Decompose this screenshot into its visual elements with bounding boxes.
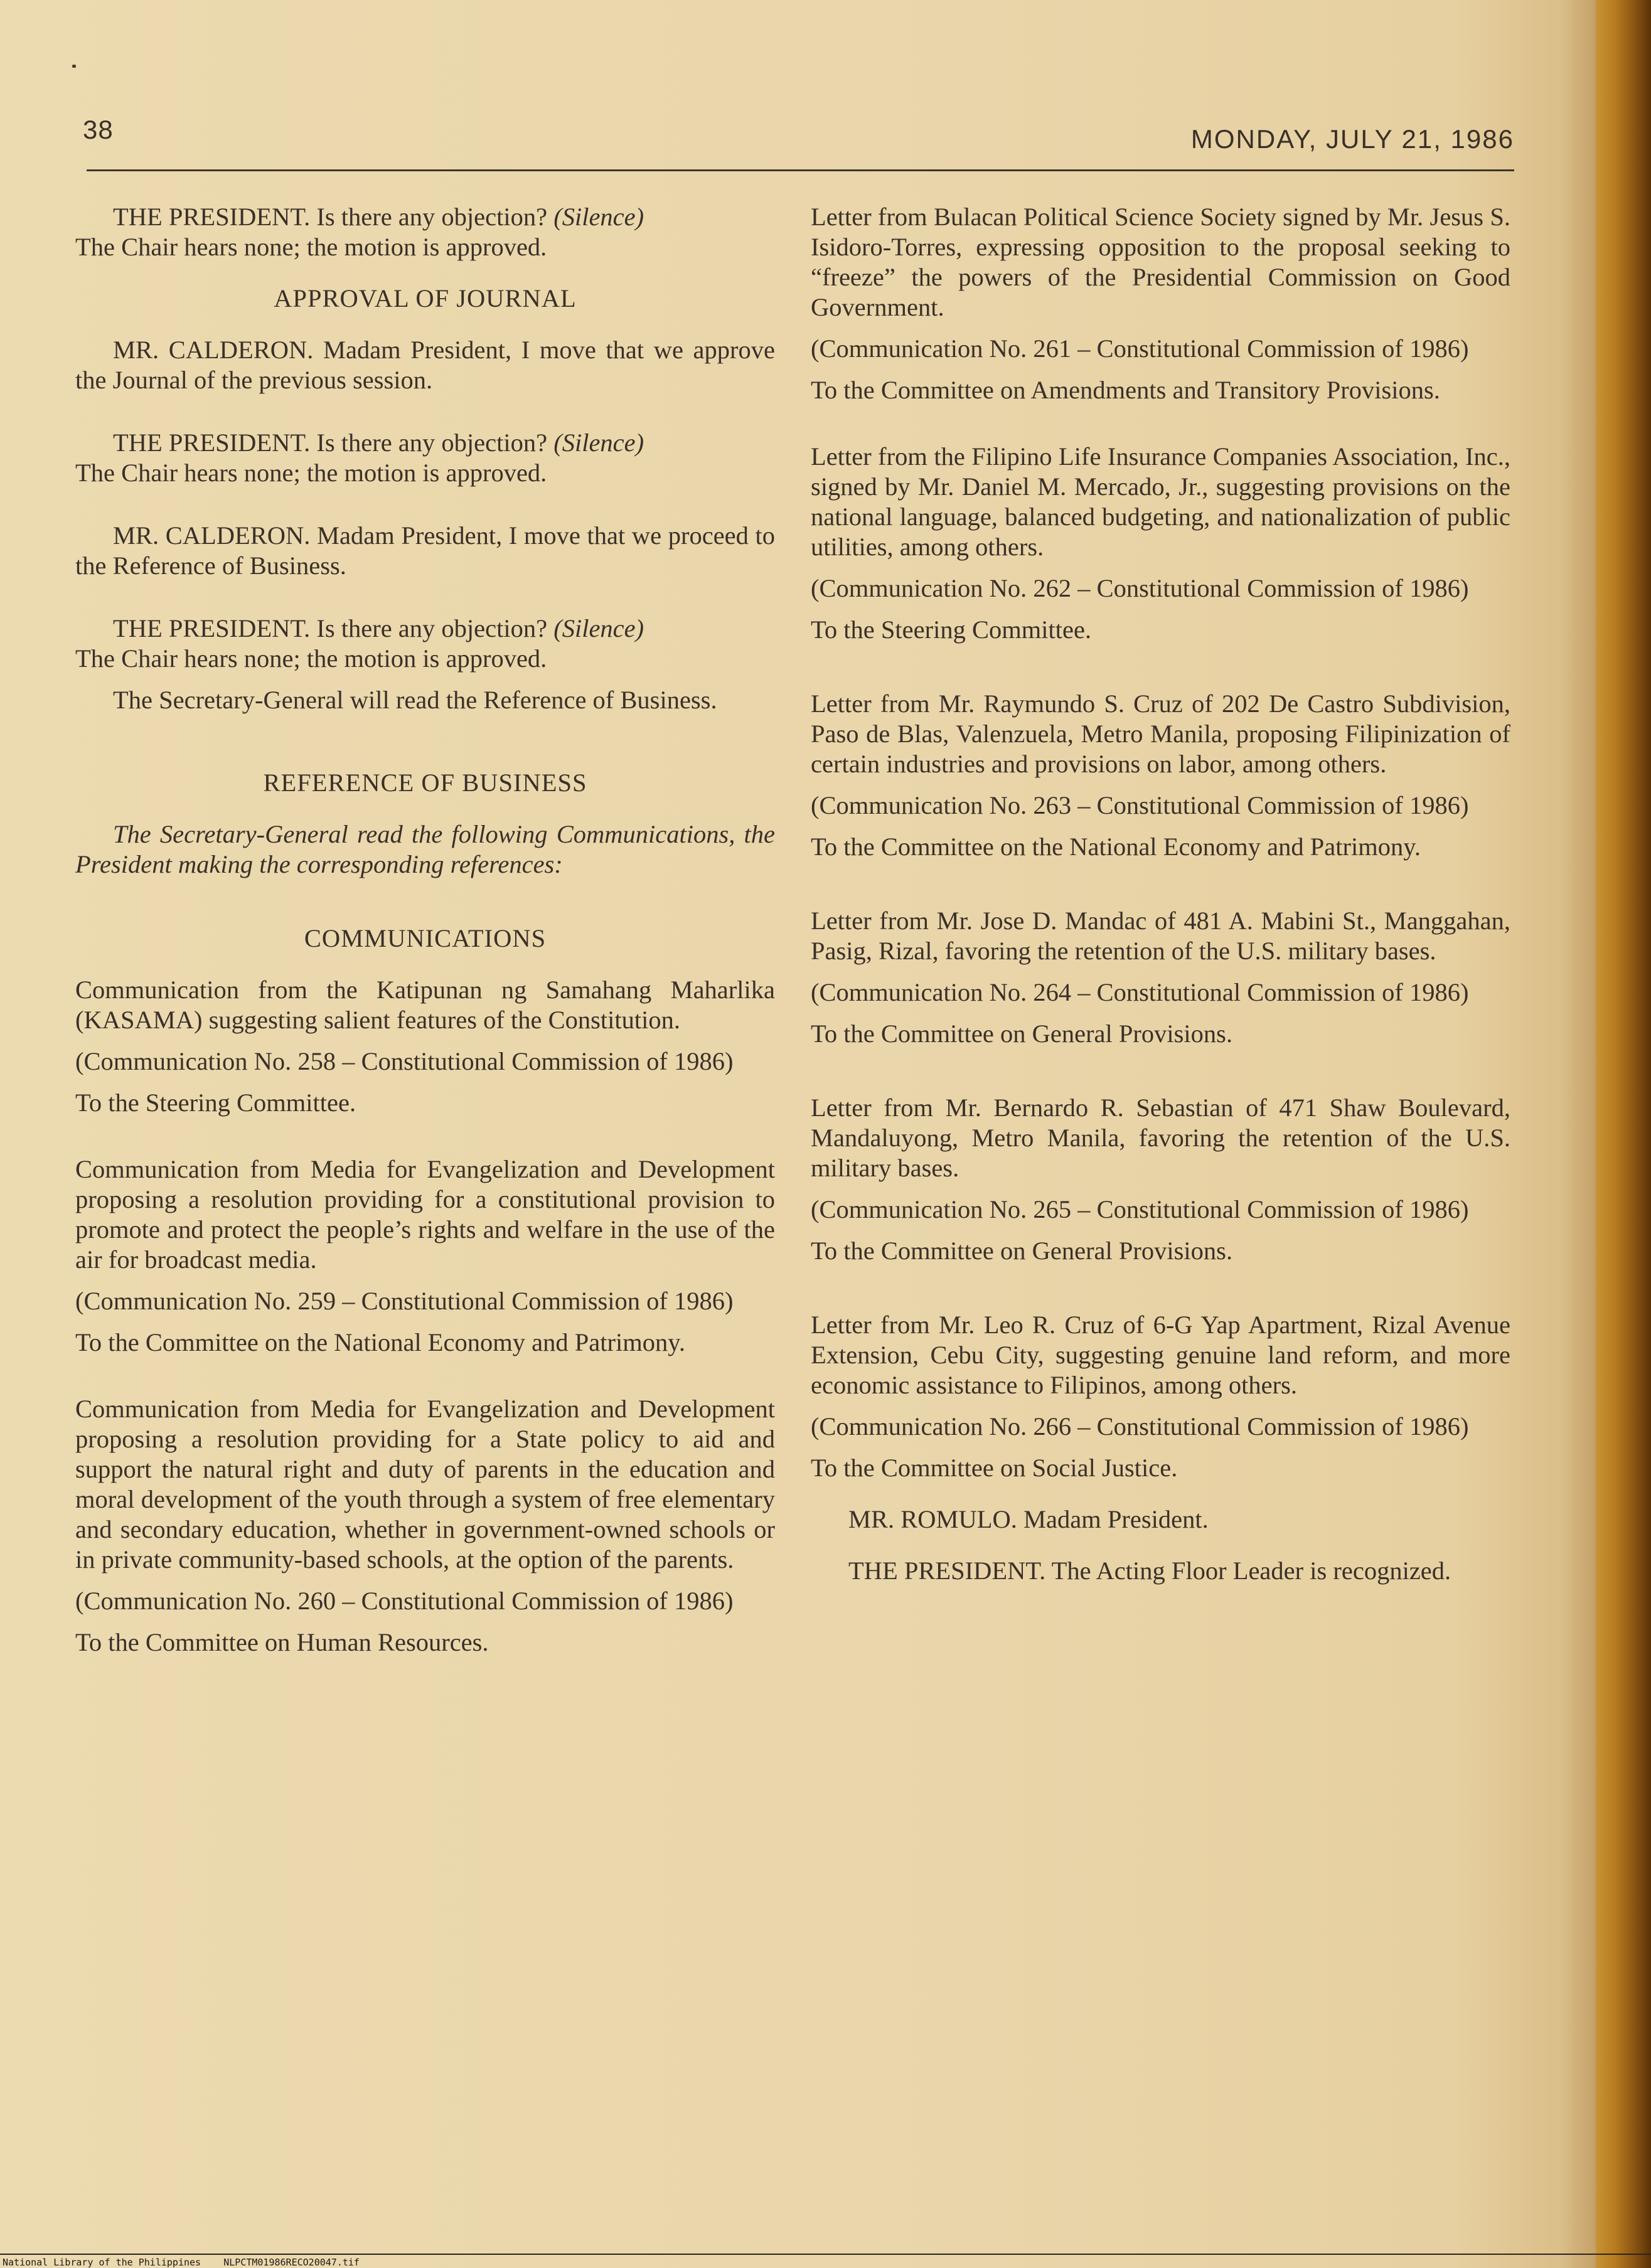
statement-tail: The Chair hears none; the motion is approved. xyxy=(75,233,547,261)
stage-direction: (Silence) xyxy=(553,614,644,642)
statement-text: THE PRESIDENT. Is there any objection? xyxy=(113,614,554,642)
paragraph-romulo: MR. ROMULO. Madam President. xyxy=(848,1505,1209,1533)
communication-262-number: (Communication No. 262 – Constitutional Commission of 1986) xyxy=(811,574,1469,602)
left-column xyxy=(75,202,775,1669)
communication-259-number: (Communication No. 259 – Constitutional Commission of 1986) xyxy=(75,1287,734,1315)
statement-text: THE PRESIDENT. Is there any objection? xyxy=(113,429,554,457)
right-column xyxy=(811,202,1510,1597)
communication-266-referral: To the Committee on Social Justice. xyxy=(811,1454,1178,1482)
communication-261-text: Letter from Bulacan Political Science Society signed by Mr. Jesus S. Isidoro-Torres, expressing opposition to the proposal seeking to “freeze” the powers of the Presidential Commission on Good Government. xyxy=(811,203,1510,321)
archive-footer xyxy=(3,2257,360,2268)
paragraph-calderon-1: MR. CALDERON. Madam President, I move that we approve the Journal of the previous session. xyxy=(75,336,775,394)
header-rule xyxy=(87,169,1514,171)
communication-265-text: Letter from Mr. Bernardo R. Sebastian of 471 Shaw Boulevard, Mandaluyong, Metro Manila, favoring the retention of the U.S. military bases. xyxy=(811,1094,1510,1182)
reference-intro: The Secretary-General read the following Communications, the President making the corresponding references: xyxy=(75,820,775,878)
communication-258-text: Communication from the Katipunan ng Samahang Maharlika (KASAMA) suggesting salient features of the Constitution. xyxy=(75,976,775,1034)
paragraph-secretary-general: The Secretary-General will read the Reference of Business. xyxy=(113,686,717,714)
statement-tail: The Chair hears none; the motion is approved. xyxy=(75,459,547,487)
stage-direction: (Silence) xyxy=(553,429,644,457)
statement-text: THE PRESIDENT. Is there any objection? xyxy=(113,203,554,231)
paragraph-president-2 xyxy=(75,428,775,488)
print-speck xyxy=(72,65,76,68)
section-heading-communications: COMMUNICATIONS xyxy=(304,924,547,952)
communication-264-text: Letter from Mr. Jose D. Mandac of 481 A. Mabini St., Manggahan, Pasig, Rizal, favoring the retention of the U.S. military bases. xyxy=(811,907,1510,965)
communication-260-number: (Communication No. 260 – Constitutional Commission of 1986) xyxy=(75,1587,734,1615)
communication-265-referral: To the Committee on General Provisions. xyxy=(811,1237,1233,1265)
paragraph-president-3 xyxy=(75,614,775,674)
section-heading-reference-of-business: REFERENCE OF BUSINESS xyxy=(263,769,587,797)
header-date: MONDAY, JULY 21, 1986 xyxy=(1190,124,1514,154)
archive-name: National Library of the Philippines xyxy=(3,2257,201,2268)
communication-262-referral: To the Steering Committee. xyxy=(811,615,1092,644)
communication-260-referral: To the Committee on Human Resources. xyxy=(75,1628,489,1656)
archive-filename: NLPCTM01986RECO20047.tif xyxy=(223,2257,360,2268)
communication-261-number: (Communication No. 261 – Constitutional Commission of 1986) xyxy=(811,334,1469,363)
communication-258-number: (Communication No. 258 – Constitutional Commission of 1986) xyxy=(75,1047,734,1075)
book-spine xyxy=(1596,0,1651,2268)
communication-258-referral: To the Steering Committee. xyxy=(75,1089,356,1117)
communication-264-number: (Communication No. 264 – Constitutional Commission of 1986) xyxy=(811,978,1469,1006)
stage-direction: (Silence) xyxy=(553,203,644,231)
communication-263-number: (Communication No. 263 – Constitutional Commission of 1986) xyxy=(811,791,1469,819)
communication-262-text: Letter from the Filipino Life Insurance Companies Association, Inc., signed by Mr. Daniel M. Mercado, Jr., suggesting provisions on the national language, balanced budgeting, and nationalization of public utilities, among others. xyxy=(811,442,1510,561)
section-heading-approval-of-journal: APPROVAL OF JOURNAL xyxy=(274,284,577,312)
footer-rule xyxy=(0,2254,1651,2255)
page-number: 38 xyxy=(83,115,114,144)
communication-263-text: Letter from Mr. Raymundo S. Cruz of 202 De Castro Subdivision, Paso de Blas, Valenzuela, Metro Manila, proposing Filipinization of certain industries and provisions on labor, among others. xyxy=(811,689,1510,778)
communication-264-referral: To the Committee on General Provisions. xyxy=(811,1020,1233,1048)
communication-259-referral: To the Committee on the National Economy and Patrimony. xyxy=(75,1328,685,1356)
gutter-shadow xyxy=(1558,0,1596,2268)
paragraph-president-recognizes: THE PRESIDENT. The Acting Floor Leader is recognized. xyxy=(848,1557,1451,1585)
statement-tail: The Chair hears none; the motion is approved. xyxy=(75,644,547,673)
communication-265-number: (Communication No. 265 – Constitutional Commission of 1986) xyxy=(811,1195,1469,1223)
communication-260-text: Communication from Media for Evangelization and Development proposing a resolution providing for a State policy to aid and support the natural right and duty of parents in the education and moral development of the youth through a system of free elementary and secondary education, whether in government-owned schools or in private community-based schools, at the option of the parents. xyxy=(75,1395,775,1573)
communication-261-referral: To the Committee on Amendments and Transitory Provisions. xyxy=(811,376,1440,404)
communication-266-text: Letter from Mr. Leo R. Cruz of 6-G Yap Apartment, Rizal Avenue Extension, Cebu City, suggesting genuine land reform, and more economic assistance to Filipinos, among others. xyxy=(811,1311,1510,1399)
communication-266-number: (Communication No. 266 – Constitutional Commission of 1986) xyxy=(811,1412,1469,1440)
communication-263-referral: To the Committee on the National Economy and Patrimony. xyxy=(811,833,1421,861)
communication-259-text: Communication from Media for Evangelization and Development proposing a resolution providing for a constitutional provision to promote and protect the people’s rights and welfare in the use of the air for broadcast media. xyxy=(75,1155,775,1274)
paragraph-calderon-2: MR. CALDERON. Madam President, I move that we proceed to the Reference of Business. xyxy=(75,521,775,580)
paragraph-president-1 xyxy=(75,202,775,262)
